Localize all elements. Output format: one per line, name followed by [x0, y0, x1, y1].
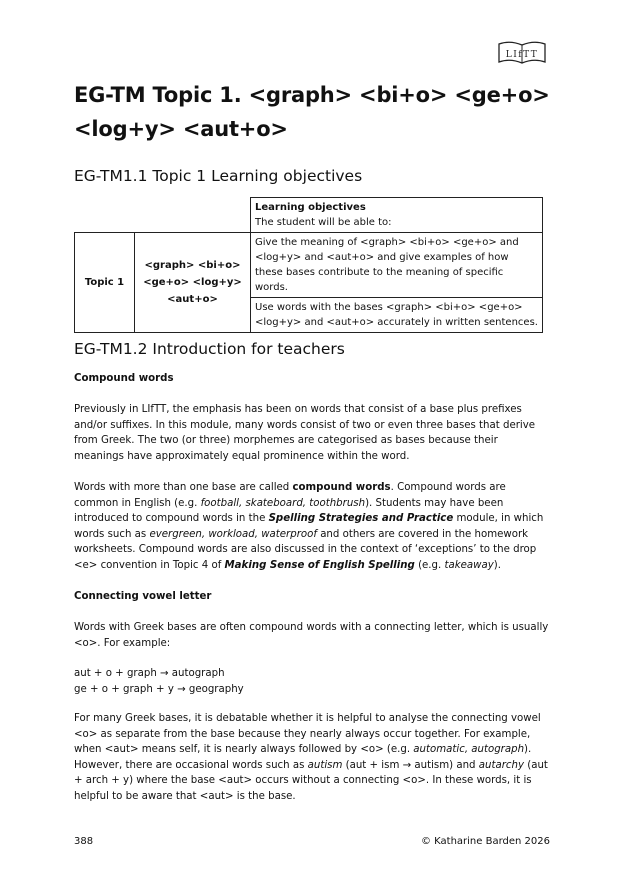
section-heading-objectives: EG-TM1.1 Topic 1 Learning objectives — [74, 167, 363, 185]
objective-cell: Give the meaning of <graph> <bi+o> <ge+o> and <log+y> and <aut+o> and give examples of how these bases contribute to the meaning of specific words. — [251, 233, 543, 298]
paragraph: Words with Greek bases are often compound words with a connecting letter, which is usually <o>. For example: — [74, 622, 549, 649]
example-line: ge + o + graph + y → geography — [74, 683, 244, 695]
subheading-connecting-vowel: Connecting vowel letter — [74, 591, 212, 602]
topic-cell: Topic 1 — [75, 233, 135, 333]
paragraph: For many Greek bases, it is debatable whether it is helpful to analyse the connecting vowel <o> as separate from the base because they nearly always occur together. For example, when <aut> means self, it is nearly always followed by <o> (e.g. automatic, autograph). However, there are occasional words such as autism (aut + ism → autism) and autarchy (aut + arch + y) where the base <aut> occurs without a connecting <o>. In these words, it is helpful to be aware that <aut> is the base. — [74, 713, 548, 802]
learning-objectives-table — [74, 197, 543, 333]
subheading-compound-words: Compound words — [74, 373, 174, 384]
logo-text: LIfTT — [505, 50, 539, 60]
section-heading-introduction: EG-TM1.2 Introduction for teachers — [74, 340, 345, 358]
bases-cell: <graph> <bi+o> <ge+o> <log+y> <aut+o> — [135, 233, 251, 333]
objectives-header-cell: Learning objectives The student will be able to: — [251, 198, 543, 233]
page-number: 388 — [74, 836, 94, 847]
example-list — [74, 666, 550, 697]
paragraph: Previously in LIfTT, the emphasis has been on words that consist of a base plus prefixes and/or suffixes. In this module, many words consist of two or even three bases that derive from Greek. The two (or three) morphemes are categorised as bases because their meanings have approximately equal prominence within the word. — [74, 404, 536, 462]
copyright-notice: © Katharine Barden 2026 — [420, 836, 550, 847]
objective-cell: Use words with the bases <graph> <bi+o> <ge+o> <log+y> and <aut+o> accurately in written sentences. — [251, 298, 543, 333]
page-title: EG-TM Topic 1. <graph> <bi+o> <ge+o> <log+y> <aut+o> — [74, 83, 550, 141]
paragraph: Words with more than one base are called compound words. Compound words are common in English (e.g. football, skateboard, toothbrush). Students may have been introduced to compound words in the Spelling Strategies and Practice module, in which words such as evergreen, workload, waterproof and others are covered in the homework worksheets. Compound words are also discussed in the context of ‘exceptions’ to the drop <e> convention in Topic 4 of Making Sense of English Spelling (e.g. takeaway). — [74, 482, 544, 571]
liftt-book-logo-icon — [496, 40, 548, 66]
example-line: aut + o + graph → autograph — [74, 668, 225, 679]
